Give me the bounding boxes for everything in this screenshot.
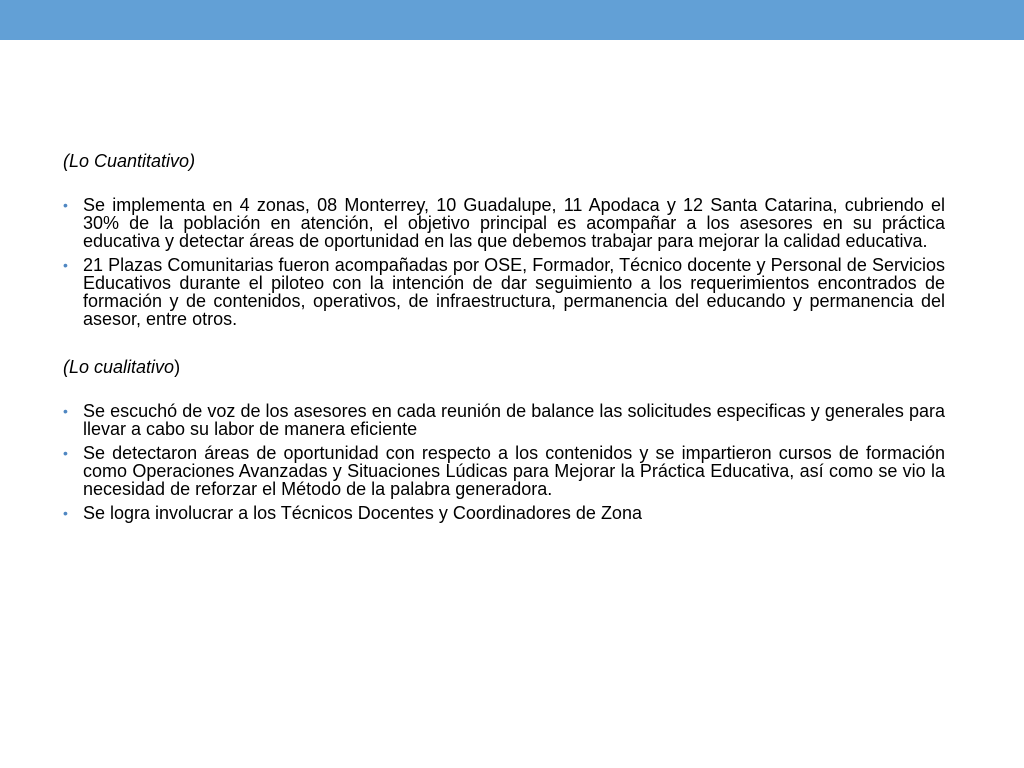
list-item-text: Se implementa en 4 zonas, 08 Monterrey, 10 Guadalupe, 11 Apodaca y 12 Santa Catarina, cubriendo el 30% de la población en atención, el objetivo principal es acompañar a los asesores en su práctica educativa y detectar áreas de oportunidad en las que debemos trabajar para mejorar la calidad educativa. bbox=[83, 195, 945, 251]
bullet-icon: • bbox=[63, 505, 68, 521]
top-bar bbox=[0, 0, 1024, 40]
bullet-icon: • bbox=[63, 197, 68, 213]
list-item bbox=[63, 444, 945, 498]
bullet-icon: • bbox=[63, 445, 68, 461]
section-heading-quantitative: (Lo Cuantitativo) bbox=[63, 151, 196, 171]
bullet-icon: • bbox=[63, 257, 68, 273]
list-item bbox=[63, 402, 945, 438]
section-heading-qualitative-text: (Lo cualitativo bbox=[63, 357, 175, 377]
list-item-text: Se escuchó de voz de los asesores en cada reunión de balance las solicitudes especificas y generales para llevar a cabo su labor de manera eficiente bbox=[83, 401, 945, 439]
list-item bbox=[63, 196, 945, 250]
list-item-text: Se detectaron áreas de oportunidad con respecto a los contenidos y se impartieron cursos de formación como Operaciones Avanzadas y Situaciones Lúdicas para Mejorar la Práctica Educativa, así como se vio la necesidad de reforzar el Método de la palabra generadora. bbox=[83, 443, 945, 499]
section-heading-qualitative-close: ) bbox=[174, 357, 181, 377]
quantitative-list bbox=[63, 196, 945, 328]
bullet-icon: • bbox=[63, 403, 68, 419]
list-item bbox=[63, 504, 945, 522]
list-item bbox=[63, 256, 945, 328]
qualitative-list bbox=[63, 402, 945, 522]
list-item-text: Se logra involucrar a los Técnicos Docentes y Coordinadores de Zona bbox=[83, 503, 642, 523]
slide-content bbox=[63, 152, 945, 528]
list-item-text: 21 Plazas Comunitarias fueron acompañadas por OSE, Formador, Técnico docente y Personal de Servicios Educativos durante el piloteo con la intención de dar seguimiento a los requerimientos encontrados de formación y de contenidos, operativos, de infraestructura, permanencia del educando y permanencia del asesor, entre otros. bbox=[83, 255, 945, 329]
section-heading-qualitative bbox=[63, 358, 945, 376]
